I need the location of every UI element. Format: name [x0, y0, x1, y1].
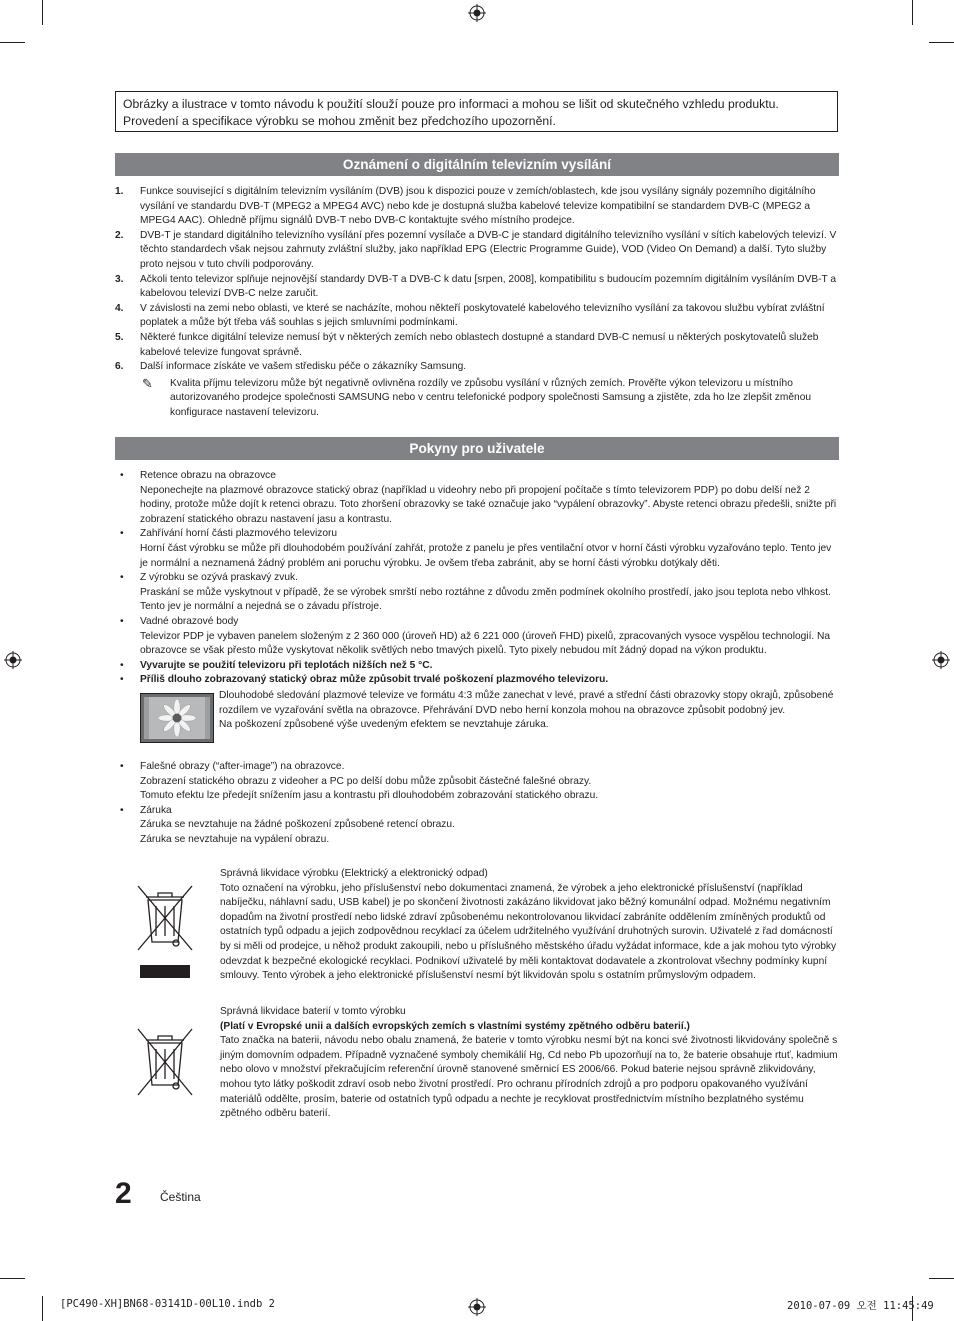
item-text: Funkce související s digitálním televizním vysíláním (DVB) jsou k dispozici pouze v zemích/oblastech, kde jsou vysílány signály pozemního digitálního vysílání ve standardu DVB-T (MPEG2 a MPEG4 AVC) nebo kde je dostupná služba kabelové televize kompatibilní se standardem DVB-C (MPEG2 a MPEG4 AAC). Ohledně příjmu signálů DVB-T nebo DVB-C kontaktujte svého místního prodejce.	[140, 186, 816, 227]
item-text: Některé funkce digitální televize nemusí být v některých zemích nebo oblastech dostupné a standard DVB-C nemusí u některých poskytovatelů služeb kabelové televize fungovat správně.	[140, 331, 819, 358]
list-item	[115, 804, 840, 848]
image-caption-warranty: Na poškození způsobené výše uvedeným efektem se nevztahuje záruka.	[219, 719, 549, 731]
item-text: V závislosti na zemi nebo oblasti, ve které se nacházíte, mohou někteří poskytovatelé kabelového televizního vysílání za takovou službu vybírat zvláštní poplatek a může být třeba váš souhlas s jejich smluvními podmínkami.	[140, 302, 825, 329]
note	[115, 377, 840, 421]
crossed-out-wheelie-bin-icon	[134, 1023, 196, 1101]
item-number: 3.	[115, 273, 124, 285]
list-item	[115, 760, 840, 804]
list-item	[115, 360, 840, 375]
bullet-icon: •	[120, 804, 124, 816]
weee-disposal-text: Toto označení na výrobku, jeho příslušenství nebo dokumentaci znamená, že výrobek a jeho elektronické příslušenství (například nabíječku, náhlavní sadu, USB kabel) je po skončení životnosti zakázáno likvidovat jako běžný komunální odpad. Možnému negativním dopadům na životní prostředí nebo lidské zdraví způsobenému nekontrolovanou likvidací zabráníte oddělením zmíněných produktů od ostatních typů odpadu a jejich zodpovědnou recyklací za účelem udržitelného využívání druhotných surovin. Uživatelé z řad domácností by si měli od prodejce, u něhož produkt zakoupili, nebo u příslušného městského úřadu vyžádat informace, kde a jak mohou tyto výrobky odevzdat k bezpečné ekologické recyklaci. Podnikoví uživatelé by měli kontaktovat dodavatele a zkontrolovat všechny podmínky kupní smlouvy. Tento výrobek a jeho elektronické příslušenství nesmí být likvidován spolu s ostatním průmyslovým odpadem.	[220, 882, 837, 982]
flower-photo-image	[141, 694, 213, 742]
item-heading: Z výrobku se ozývá praskavý zvuk.	[140, 572, 298, 584]
user-instructions-list-2	[115, 760, 840, 848]
disclaimer-line-1: Obrázky a ilustrace v tomto návodu k použití slouží pouze pro informaci a mohou se lišit od skutečného vzhledu produktu.	[123, 97, 779, 111]
crop-mark	[929, 1278, 954, 1279]
registration-mark-icon	[932, 651, 950, 669]
item-heading: Vyvarujte se použití televizoru při teplotách nižších než 5 °C.	[140, 659, 433, 671]
list-item	[115, 229, 840, 273]
item-heading: Příliš dlouho zobrazovaný statický obraz může způsobit trvalé poškození plazmového televizoru.	[140, 674, 609, 686]
section-heading-user-instructions: Pokyny pro uživatele	[115, 437, 839, 460]
item-number: 2.	[115, 229, 124, 241]
bullet-icon: •	[120, 761, 124, 772]
crop-mark	[912, 0, 913, 25]
item-heading: Záruka	[140, 804, 172, 816]
list-item	[115, 571, 840, 615]
image-caption-text: Dlouhodobé sledování plazmové televize ve formátu 4:3 může zanechat v levé, pravé a střední části obrazovky stopy okrajů, způsobené rozdílem ve vyzařování světla na obrazovce. Přehrávání DVD nebo herní konzola mohou na obrazovce způsobit podobný jev.	[219, 690, 834, 716]
weee-disposal-title: Správná likvidace výrobku (Elektrický a elektronický odpad)	[220, 868, 488, 879]
battery-disposal-subtitle: (Platí v Evropské unii a dalších evropských zemích s vlastními systémy zpětného odběru baterií.)	[220, 1020, 690, 1032]
list-item	[115, 659, 840, 674]
item-text: Ačkoli tento televizor splňuje nejnovější standardy DVB-T a DVB-C k datu [srpen, 2008], kompatibilitu s budoucím pozemním digitálním vysíláním DVB-T a kabelovou televizí DVB-C nelze zaručit.	[140, 273, 837, 300]
weee-disposal-section	[220, 867, 838, 984]
bullet-icon: •	[120, 615, 124, 627]
registration-mark-icon	[468, 1298, 486, 1316]
crop-mark	[929, 42, 954, 43]
bullet-icon: •	[120, 659, 124, 671]
item-text: Horní část výrobku se může při dlouhodobém používání zahřát, protože z panelu je přes ventilační otvor v horní části výrobku vyzařováno teplo. Tento jev je normální a neznamená žádný problém ani poruchu výrobku. Je ovšem třeba zabránit, aby se horní části výrobku dotýkaly děti.	[140, 542, 832, 569]
item-text: Další informace získáte ve vašem středisku péče o zákazníky Samsung.	[140, 361, 467, 373]
item-text: Tomuto efektu lze předejít snížením jasu a kontrastu při dlouhodobém zobrazování statického obrazu.	[140, 790, 599, 802]
footer-timestamp: 2010-07-09 오전 11:45:49	[787, 1300, 934, 1312]
item-number: 1.	[115, 186, 124, 197]
pencil-note-icon: ✎	[142, 375, 153, 391]
item-text: Záruka se nevztahuje na žádné poškození způsobené retencí obrazu.	[140, 819, 455, 831]
item-text: Neponechejte na plazmové obrazovce statický obraz (například u videohry nebo při propojení počítače s tímto televizorem PDP) po dobu delší než 2 hodiny, protože může dojít k retenci obrazu. Toto zhoršení obrazovky se také označuje jako “vypálení obrazovky”. Abyste retenci obrazu předešli, snižte při zobrazení statického obrazu nastavení jasu a kontrastu.	[140, 484, 837, 525]
battery-disposal-title: Správná likvidace baterií v tomto výrobku	[220, 1006, 406, 1017]
item-text: Záruka se nevztahuje na vypálení obrazu.	[140, 833, 330, 845]
note-text: Kvalita příjmu televizoru může být negativně ovlivněna rozdíly ve způsobu vysílání v různých zemích. Prověřte výkon televizoru u místního autorizovaného prodejce společnosti SAMSUNG nebo v centru telefonické podpory společnosti Samsung a zjistěte, zda ho lze zlepšit změnou konfigurace nastavení televizoru.	[170, 377, 812, 418]
list-item	[115, 273, 840, 302]
item-number: 6.	[115, 361, 124, 373]
item-number: 5.	[115, 331, 124, 343]
list-item	[115, 469, 840, 527]
bullet-icon: •	[120, 572, 124, 584]
list-item	[115, 615, 840, 659]
crop-mark	[42, 1296, 43, 1321]
item-text: DVB-T je standard digitálního televizního vysílání přes pozemní vysílače a DVB-C je standard digitálního televizního vysílání v sítích kabelových televizí. V těchto standardech však nejsou zahrnuty zvláštní služby, jako například EPG (Electric Programme Guide), VOD (Video On Demand) a další. Tyto služby proto nejsou v tuto chvíli podporovány.	[140, 229, 837, 270]
crop-mark	[0, 1278, 25, 1279]
list-item	[115, 302, 840, 331]
crop-mark	[0, 42, 25, 43]
user-instructions-list	[115, 469, 840, 688]
registration-mark-icon	[4, 651, 22, 669]
item-text: Praskání se může vyskytnout v případě, že se výrobek smrští nebo roztáhne z důvodu změn podmínek okolního prostředí, jako jsou teplota nebo vlhkost. Tento jev je normální a nejedná se o závadu přístroje.	[140, 586, 831, 613]
page-language: Čeština	[160, 1190, 201, 1204]
disclaimer-line-2: Provedení a specifikace výrobku se mohou změnit bez předchozího upozornění.	[123, 114, 556, 128]
item-number: 4.	[115, 302, 124, 314]
bullet-icon: •	[120, 674, 124, 686]
digital-broadcast-list	[115, 185, 840, 421]
item-heading: Falešné obrazy (“after-image”) na obrazovce.	[140, 761, 345, 772]
bullet-icon: •	[120, 528, 124, 540]
crossed-out-wheelie-bin-icon	[134, 880, 196, 980]
registration-mark-icon	[468, 4, 486, 22]
flower-photo	[140, 693, 214, 743]
list-item	[115, 185, 840, 229]
section-heading-digital-broadcast: Oznámení o digitálním televizním vysílání	[115, 153, 839, 176]
disclaimer-box	[115, 91, 838, 132]
item-text: Televizor PDP je vybaven panelem složeným z 2 360 000 (úroveň HD) až 6 221 000 (úroveň FHD) pixelů, zpracovaných vysoce vyspělou technologií. Na obrazovce se však přesto může vyskytovat několik světlých nebo tmavých pixelů. Tyto pixely nebudou mít žádný dopad na výkon produktu.	[140, 630, 831, 657]
list-item	[115, 527, 840, 571]
crop-mark	[42, 0, 43, 25]
image-caption	[219, 689, 841, 733]
page-number: 2	[115, 1177, 132, 1210]
list-item	[115, 673, 840, 688]
battery-disposal-section	[220, 1005, 838, 1122]
footer-file-info: [PC490-XH]BN68-03141D-00L10.indb 2	[60, 1298, 275, 1310]
battery-disposal-text: Tato značka na baterii, návodu nebo obalu znamená, že baterie v tomto výrobku nesmí být na konci své životnosti likvidovány společně s jiným domovním odpadem. Případně vyznačené symboly chemikálií Hg, Cd nebo Pb upozorňují na to, že baterie obsahuje rtuť, kadmium nebo olovo v množství překračujícím referenční úrovně stanovené směrnicí ES 2006/66. Pokud baterie nejsou správně zlikvidovány, mohou tyto látky poškodit zdraví osob nebo životní prostředí. Pro ochranu přírodních zdrojů a pro podporu opakovaného využívání materiálů oddělte, prosím, baterie od ostatních typů odpadu a nechte je recyklovat prostřednictvím místního bezplatného systému zpětného odběru baterií.	[220, 1035, 838, 1120]
list-item	[115, 331, 840, 360]
item-text: Zobrazení statického obrazu z videoher a PC po delší dobu může způsobit částečné falešné obrazy.	[140, 775, 592, 787]
item-heading: Zahřívání horní části plazmového televizoru	[140, 528, 338, 540]
item-heading: Retence obrazu na obrazovce	[140, 470, 276, 481]
item-heading: Vadné obrazové body	[140, 615, 239, 627]
bullet-icon: •	[120, 470, 124, 481]
